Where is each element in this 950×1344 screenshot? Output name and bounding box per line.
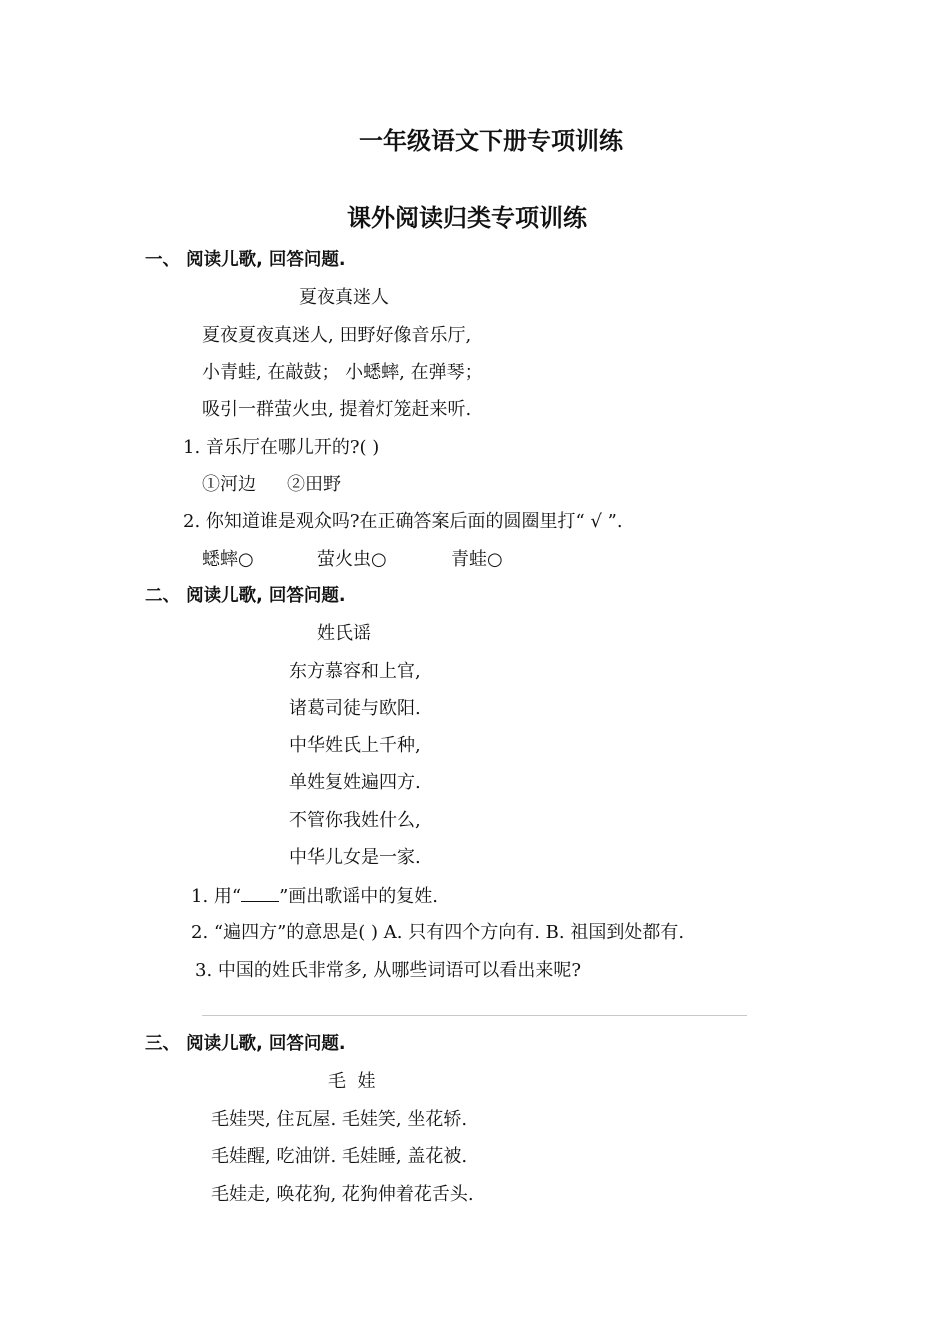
poem-1-line-3: 吸引一群萤火虫, 提着灯笼赶来听. [202, 399, 472, 420]
poem-2-line-3: 中华姓氏上千种, [289, 735, 421, 756]
poem-2-line-5: 不管你我姓什么, [289, 810, 421, 831]
poem-1-line-2: 小青蛙, 在敲鼓； 小蟋蟀, 在弹琴； [202, 362, 483, 383]
poem-3-line-1: 毛娃哭, 住瓦屋. 毛娃笑, 坐花轿. [211, 1109, 468, 1130]
section-1-heading: 一、 阅读儿歌, 回答问题. [145, 250, 346, 270]
poem-1-title: 夏夜真迷人 [299, 287, 389, 308]
poem-2-title: 姓氏谣 [317, 623, 371, 644]
page-subtitle: 课外阅读归类专项训练 [347, 204, 587, 232]
underline-sample [241, 887, 279, 902]
poem-2-line-6: 中华儿女是一家. [289, 847, 421, 868]
s1-q2-option-b: 萤火虫○ [317, 549, 387, 570]
poem-3-line-3: 毛娃走, 唤花狗, 花狗伸着花舌头. [211, 1184, 474, 1205]
s2-question-1 [191, 887, 438, 906]
page-title: 一年级语文下册专项训练 [359, 127, 623, 155]
s1-q1-option-a: ①河边 [202, 474, 256, 495]
s1-q2-option-c: 青蛙○ [451, 549, 503, 570]
s1-q1-option-b: ②田野 [287, 474, 341, 495]
s2-q1-suffix: ”画出歌谣中的复姓. [279, 886, 439, 907]
answer-line [202, 1015, 747, 1016]
s1-question-2: 2. 你知道谁是观众吗?在正确答案后面的圆圈里打“ √ ”. [183, 511, 623, 532]
s2-question-3: 3. 中国的姓氏非常多, 从哪些词语可以看出来呢? [195, 960, 581, 981]
s1-q2-option-a: 蟋蟀○ [202, 549, 254, 570]
s1-question-1: 1. 音乐厅在哪儿开的?( ) [183, 437, 380, 458]
s2-q1-prefix: 1. 用“ [191, 886, 242, 907]
poem-1-line-1: 夏夜夏夜真迷人, 田野好像音乐厅, [202, 325, 472, 346]
poem-2-line-2: 诸葛司徒与欧阳. [289, 698, 421, 719]
poem-3-line-2: 毛娃醒, 吃油饼. 毛娃睡, 盖花被. [211, 1146, 468, 1167]
section-2-heading: 二、 阅读儿歌, 回答问题. [145, 586, 346, 606]
poem-2-line-1: 东方慕容和上官, [289, 661, 421, 682]
poem-2-line-4: 单姓复姓遍四方. [289, 772, 421, 793]
section-3-heading: 三、 阅读儿歌, 回答问题. [145, 1034, 346, 1054]
s2-question-2: 2. “遍四方”的意思是( ) A. 只有四个方向有. B. 祖国到处都有. [191, 922, 685, 943]
poem-3-title: 毛 娃 [328, 1071, 376, 1092]
